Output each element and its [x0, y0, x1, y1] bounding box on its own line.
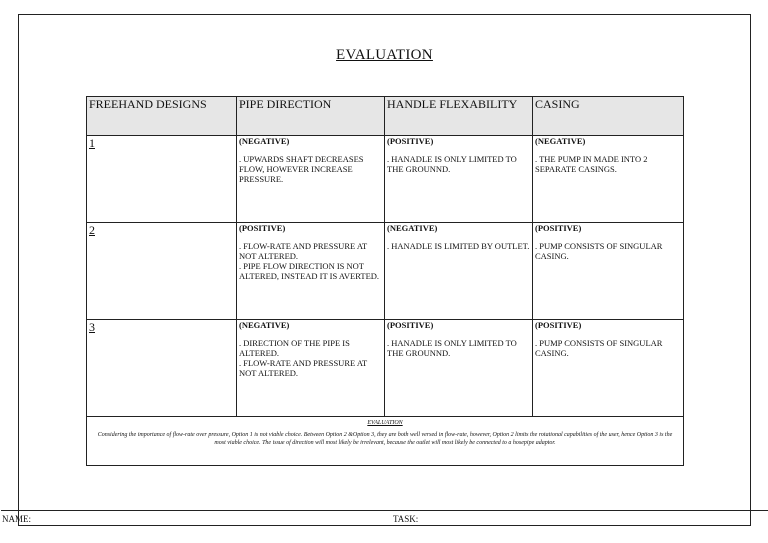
- column-header-casing: CASING: [533, 97, 684, 136]
- rating-label: (NEGATIVE): [387, 223, 438, 233]
- table-row: [87, 223, 684, 320]
- summary-title: EVALUATION: [367, 420, 403, 426]
- description-text: . UPWARDS SHAFT DECREASES FLOW, HOWEVER INCREASE PRESSURE.: [239, 154, 364, 184]
- table-row: [87, 320, 684, 417]
- description-text: . HANADLE IS LIMITED BY OUTLET.: [387, 241, 530, 251]
- column-header-handle-flexability: HANDLE FLEXABILITY: [385, 97, 533, 136]
- handle-flexability-cell: [385, 223, 533, 320]
- page-title: EVALUATION: [336, 47, 433, 63]
- column-header-pipe-direction: PIPE DIRECTION: [237, 97, 385, 136]
- summary-row: [87, 417, 684, 466]
- design-number: 1: [89, 136, 95, 150]
- summary-text: Considering the importance of flow-rate over pressure, Option 1 is not viable choice. Between Option 2 &Option 3, they are both well versed in flow-rate, however, Option 2 limits the rotational capabilities of the user, hence Option 3 is the most viable choice. The issue of direction will most likely be irrelevant, because the outlet will most likely be connected to a hosepipe adaptor.: [97, 431, 673, 446]
- description-text: . PUMP CONSISTS OF SINGULAR CASING.: [535, 338, 663, 358]
- rating-label: (NEGATIVE): [535, 136, 586, 146]
- casing-cell: [533, 136, 684, 223]
- description-text: . DIRECTION OF THE PIPE IS ALTERED.: [239, 338, 350, 358]
- evaluation-table: [86, 96, 684, 466]
- rating-label: (POSITIVE): [239, 223, 286, 233]
- description-text: . THE PUMP IN MADE INTO 2 SEPARATE CASINGS.: [535, 154, 648, 174]
- summary-cell: [87, 417, 684, 466]
- description-text: . FLOW-RATE AND PRESSURE AT NOT ALTERED.: [239, 241, 368, 261]
- rating-label: (POSITIVE): [535, 223, 582, 233]
- description-text: . FLOW-RATE AND PRESSURE AT NOT ALTERED.: [239, 358, 368, 378]
- rating-label: (POSITIVE): [387, 136, 434, 146]
- rating-label: (NEGATIVE): [239, 136, 290, 146]
- pipe-direction-cell: [237, 136, 385, 223]
- rating-label: (NEGATIVE): [239, 320, 290, 330]
- pipe-direction-cell: [237, 223, 385, 320]
- handle-flexability-cell: [385, 320, 533, 417]
- table-header-row: [87, 97, 684, 136]
- design-cell: [87, 136, 237, 223]
- design-cell: [87, 223, 237, 320]
- casing-cell: [533, 320, 684, 417]
- footer-divider: [1, 510, 768, 511]
- pipe-direction-cell: [237, 320, 385, 417]
- rating-label: (POSITIVE): [535, 320, 582, 330]
- document-page: [2, 14, 751, 526]
- handle-flexability-cell: [385, 136, 533, 223]
- column-header-designs: FREEHAND DESIGNS: [87, 97, 237, 136]
- description-text: . PIPE FLOW DIRECTION IS NOT ALTERED, INSTEAD IT IS AVERTED.: [239, 261, 380, 281]
- design-number: 2: [89, 223, 95, 237]
- design-cell: [87, 320, 237, 417]
- table-row: [87, 136, 684, 223]
- casing-cell: [533, 223, 684, 320]
- name-label: NAME:: [2, 514, 31, 524]
- description-text: . PUMP CONSISTS OF SINGULAR CASING.: [535, 241, 663, 261]
- task-label: TASK:: [393, 514, 419, 524]
- description-text: . HANADLE IS ONLY LIMITED TO THE GROUNND.: [387, 154, 517, 174]
- design-number: 3: [89, 320, 95, 334]
- description-text: . HANADLE IS ONLY LIMITED TO THE GROUNND.: [387, 338, 517, 358]
- rating-label: (POSITIVE): [387, 320, 434, 330]
